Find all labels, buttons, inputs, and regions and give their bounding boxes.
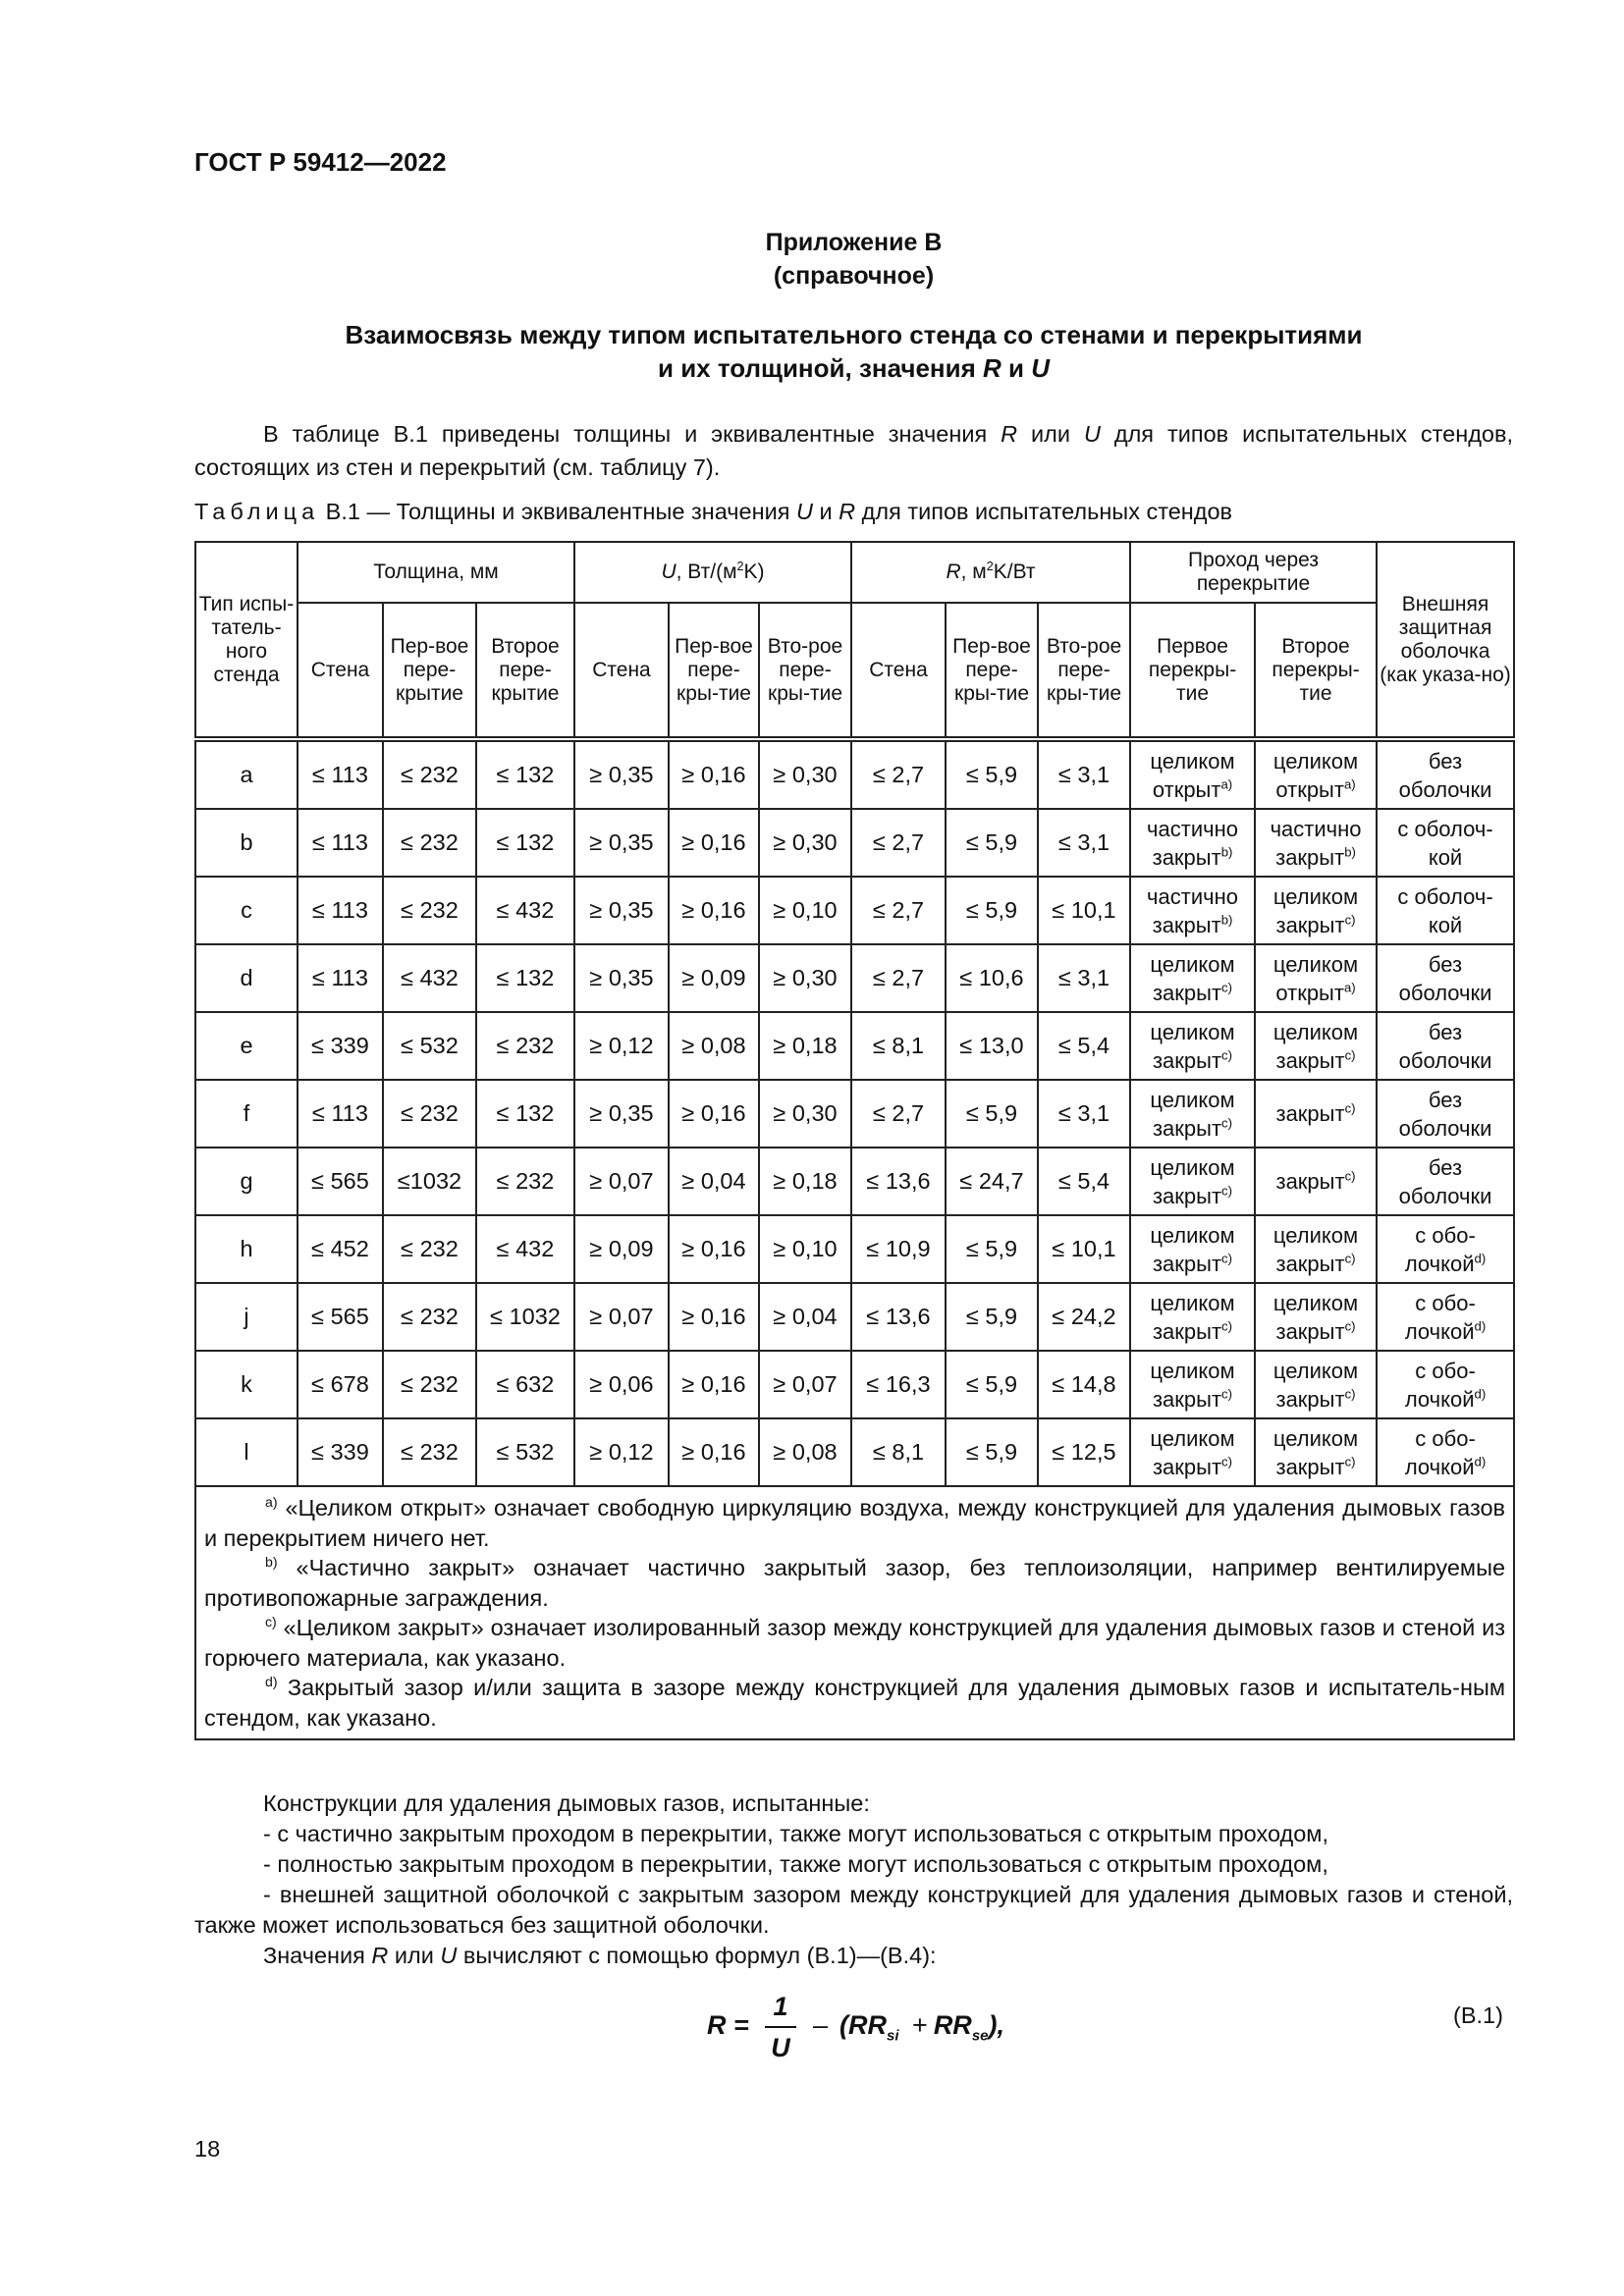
- cell-type: f: [195, 1080, 298, 1148]
- closing-line-1: Конструкции для удаления дымовых газов, испытанные:: [263, 1790, 870, 1816]
- cell-passage-second: целиком открыт$^{a)}$: [1255, 739, 1377, 809]
- table-row: [195, 1012, 1514, 1080]
- page-number: 18: [194, 2136, 221, 2162]
- cell-r-first: ≤ 24,7: [946, 1148, 1038, 1215]
- header-thickness: Толщина, мм: [298, 542, 574, 603]
- table-row: [195, 1351, 1514, 1418]
- cell-thickness-wall: ≤ 565: [298, 1283, 383, 1351]
- footnote: $^{a)}$ «Целиком открыт» означает свободную циркуляцию воздуха, между конструкцией для удаления дымовых газов и перекрытием ничего нет.: [204, 1494, 1506, 1551]
- cell-type: g: [195, 1148, 298, 1215]
- cell-thickness-second: ≤ 432: [476, 877, 574, 944]
- cell-thickness-second: ≤ 232: [476, 1148, 574, 1215]
- cell-u-first: ≥ 0,04: [669, 1148, 759, 1215]
- equation-number: (В.1): [1453, 2002, 1503, 2028]
- cell-passage-first: частично закрыт$^{b)}$: [1130, 809, 1255, 877]
- cell-thickness-first: ≤1032: [383, 1148, 476, 1215]
- intro-paragraph: В таблице В.1 приведены толщины и эквивалентные значения R или U для типов испытательных стендов, состоящих из стен и перекрытий (см. таблицу 7).: [194, 421, 1513, 480]
- cell-u-first: ≥ 0,16: [669, 877, 759, 944]
- cell-thickness-wall: ≤ 339: [298, 1418, 383, 1486]
- cell-outer-shell: без оболочки: [1377, 739, 1514, 809]
- header-test-stand-type: Тип испы-татель-ного стенда: [195, 542, 298, 739]
- cell-u-wall: ≥ 0,35: [574, 1080, 669, 1148]
- cell-u-second: ≥ 0,30: [759, 1080, 851, 1148]
- cell-u-first: ≥ 0,16: [669, 1351, 759, 1418]
- cell-u-wall: ≥ 0,07: [574, 1148, 669, 1215]
- cell-u-wall: ≥ 0,35: [574, 944, 669, 1012]
- cell-thickness-first: ≤ 232: [383, 1215, 476, 1283]
- cell-passage-first: целиком открыт$^{a)}$: [1130, 739, 1255, 809]
- cell-thickness-wall: ≤ 565: [298, 1148, 383, 1215]
- cell-r-first: ≤ 5,9: [946, 739, 1038, 809]
- cell-type: b: [195, 809, 298, 877]
- cell-r-wall: ≤ 2,7: [851, 739, 946, 809]
- footnote: $^{b)}$ «Частично закрыт» означает частично закрытый зазор, без теплоизоляции, например вентилируемые противопожарные заграждения.: [204, 1554, 1506, 1611]
- cell-thickness-second: ≤ 532: [476, 1418, 574, 1486]
- cell-r-second: ≤ 5,4: [1038, 1148, 1130, 1215]
- cell-passage-first: целиком закрыт$^{c)}$: [1130, 1080, 1255, 1148]
- table-footnotes: [195, 1486, 1514, 1739]
- cell-u-wall: ≥ 0,35: [574, 809, 669, 877]
- cell-thickness-second: ≤ 632: [476, 1351, 574, 1418]
- cell-u-second: ≥ 0,10: [759, 1215, 851, 1283]
- cell-thickness-first: ≤ 232: [383, 809, 476, 877]
- header-outer-shell: Внешняя защитная оболочка (как указа-но): [1377, 542, 1514, 739]
- cell-r-wall: ≤ 2,7: [851, 1080, 946, 1148]
- cell-u-first: ≥ 0,09: [669, 944, 759, 1012]
- cell-r-first: ≤ 10,6: [946, 944, 1038, 1012]
- cell-r-second: ≤ 10,1: [1038, 877, 1130, 944]
- table-row: [195, 1283, 1514, 1351]
- cell-r-wall: ≤ 2,7: [851, 877, 946, 944]
- formula-minus: –: [813, 2010, 829, 2040]
- cell-thickness-second: ≤ 232: [476, 1012, 574, 1080]
- cell-u-first: ≥ 0,16: [669, 1080, 759, 1148]
- cell-type: d: [195, 944, 298, 1012]
- cell-passage-second: целиком закрыт$^{c)}$: [1255, 1012, 1377, 1080]
- cell-r-wall: ≤ 13,6: [851, 1283, 946, 1351]
- cell-r-second: ≤ 3,1: [1038, 739, 1130, 809]
- cell-thickness-first: ≤ 532: [383, 1012, 476, 1080]
- cell-thickness-first: ≤ 232: [383, 739, 476, 809]
- table-row: [195, 1418, 1514, 1486]
- table-row: [195, 944, 1514, 1012]
- formula-lhs: R =: [707, 2010, 749, 2040]
- cell-passage-second: закрыт$^{c)}$: [1255, 1148, 1377, 1215]
- cell-outer-shell: с обо- лочкой$^{d)}$: [1377, 1351, 1514, 1418]
- cell-passage-first: частично закрыт$^{b)}$: [1130, 877, 1255, 944]
- cell-u-wall: ≥ 0,35: [574, 739, 669, 809]
- cell-outer-shell: с обо- лочкой$^{d)}$: [1377, 1418, 1514, 1486]
- cell-r-first: ≤ 5,9: [946, 1215, 1038, 1283]
- cell-u-wall: ≥ 0,12: [574, 1012, 669, 1080]
- cell-outer-shell: с оболоч- кой: [1377, 809, 1514, 877]
- cell-u-wall: ≥ 0,06: [574, 1351, 669, 1418]
- cell-type: c: [195, 877, 298, 944]
- header-thickness-second-floor: Второе пере-крытие: [476, 603, 574, 739]
- cell-r-wall: ≤ 8,1: [851, 1012, 946, 1080]
- cell-passage-second: частично закрыт$^{b)}$: [1255, 809, 1377, 877]
- table-row: [195, 809, 1514, 877]
- cell-thickness-wall: ≤ 113: [298, 877, 383, 944]
- header-r-first-floor: Пер-вое пере-кры-тие: [946, 603, 1038, 739]
- footnote: $^{d)}$ Закрытый зазор и/или защита в зазоре между конструкцией для удаления дымовых газов и испытатель-ным стендом, как указано.: [204, 1674, 1506, 1731]
- appendix-title: Приложение В: [765, 229, 943, 256]
- cell-passage-second: целиком закрыт$^{c)}$: [1255, 1215, 1377, 1283]
- formula-numerator: 1: [773, 1992, 788, 2021]
- cell-thickness-second: ≤ 432: [476, 1215, 574, 1283]
- cell-u-second: ≥ 0,18: [759, 1012, 851, 1080]
- cell-u-second: ≥ 0,30: [759, 944, 851, 1012]
- cell-thickness-second: ≤ 132: [476, 809, 574, 877]
- cell-outer-shell: без оболочки: [1377, 1148, 1514, 1215]
- cell-r-second: ≤ 24,2: [1038, 1283, 1130, 1351]
- closing-line-2: - с частично закрытым проходом в перекрытии, также могут использоваться с открытым проходом,: [263, 1821, 1328, 1846]
- footnote: $^{c)}$ «Целиком закрыт» означает изолированный зазор между конструкцией для удаления дымовых газов и стеной из горючего материала, как указано.: [204, 1614, 1506, 1671]
- header-passage-first-floor: Первое перекры-тие: [1130, 603, 1255, 739]
- closing-line-4: - внешней защитной оболочкой с закрытым зазором между конструкцией для удаления дымовых газов и стеной, также может использоваться без защитной оболочки.: [194, 1882, 1513, 1938]
- closing-line-5: Значения R или U вычисляют с помощью формул (В.1)—(В.4):: [263, 1943, 937, 1968]
- cell-thickness-wall: ≤ 113: [298, 739, 383, 809]
- cell-r-first: ≤ 13,0: [946, 1012, 1038, 1080]
- closing-line-3: - полностью закрытым проходом в перекрытии, также могут использоваться с открытым проходом,: [263, 1851, 1328, 1877]
- cell-u-first: ≥ 0,16: [669, 809, 759, 877]
- cell-thickness-wall: ≤ 113: [298, 1080, 383, 1148]
- cell-outer-shell: без оболочки: [1377, 944, 1514, 1012]
- cell-r-wall: ≤ 13,6: [851, 1148, 946, 1215]
- document-id: ГОСТ Р 59412—2022: [194, 147, 447, 177]
- cell-u-second: ≥ 0,07: [759, 1351, 851, 1418]
- header-u-wall: Стена: [574, 603, 669, 739]
- cell-r-wall: ≤ 10,9: [851, 1215, 946, 1283]
- cell-u-first: ≥ 0,16: [669, 1418, 759, 1486]
- table-body: [195, 739, 1514, 1486]
- cell-type: k: [195, 1351, 298, 1418]
- formula-denominator: U: [771, 2033, 790, 2062]
- cell-r-second: ≤ 5,4: [1038, 1012, 1130, 1080]
- table-row: [195, 1080, 1514, 1148]
- cell-thickness-wall: ≤ 113: [298, 809, 383, 877]
- cell-passage-first: целиком закрыт$^{c)}$: [1130, 1351, 1255, 1418]
- cell-r-second: ≤ 3,1: [1038, 809, 1130, 877]
- cell-r-second: ≤ 3,1: [1038, 1080, 1130, 1148]
- cell-thickness-wall: ≤ 452: [298, 1215, 383, 1283]
- header-floor-passage: Проход через перекрытие: [1130, 542, 1377, 603]
- cell-passage-second: закрыт$^{c)}$: [1255, 1080, 1377, 1148]
- cell-thickness-first: ≤ 232: [383, 877, 476, 944]
- cell-u-second: ≥ 0,08: [759, 1418, 851, 1486]
- cell-u-first: ≥ 0,16: [669, 739, 759, 809]
- table-row: [195, 739, 1514, 809]
- cell-passage-second: целиком открыт$^{a)}$: [1255, 944, 1377, 1012]
- cell-r-first: ≤ 5,9: [946, 1418, 1038, 1486]
- cell-u-first: ≥ 0,16: [669, 1283, 759, 1351]
- cell-type: a: [195, 739, 298, 809]
- cell-r-wall: ≤ 2,7: [851, 809, 946, 877]
- cell-u-second: ≥ 0,04: [759, 1283, 851, 1351]
- table-row: [195, 1215, 1514, 1283]
- closing-text: [194, 1789, 1513, 1971]
- cell-u-second: ≥ 0,30: [759, 739, 851, 809]
- cell-thickness-first: ≤ 232: [383, 1080, 476, 1148]
- header-thickness-first-floor: Пер-вое пере-крытие: [383, 603, 476, 739]
- cell-passage-first: целиком закрыт$^{c)}$: [1130, 1148, 1255, 1215]
- table-row: [195, 877, 1514, 944]
- formula-fraction: [761, 1989, 800, 2065]
- cell-thickness-wall: ≤ 113: [298, 944, 383, 1012]
- header-u-first-floor: Пер-вое пере-кры-тие: [669, 603, 759, 739]
- cell-u-wall: ≥ 0,35: [574, 877, 669, 944]
- cell-u-wall: ≥ 0,09: [574, 1215, 669, 1283]
- fraction-bar: [765, 2026, 796, 2028]
- cell-thickness-first: ≤ 232: [383, 1283, 476, 1351]
- thickness-table: [194, 541, 1515, 1740]
- cell-r-second: ≤ 3,1: [1038, 944, 1130, 1012]
- cell-passage-first: целиком закрыт$^{c)}$: [1130, 1283, 1255, 1351]
- cell-outer-shell: без оболочки: [1377, 1080, 1514, 1148]
- header-u-second-floor: Вто-рое пере-кры-тие: [759, 603, 851, 739]
- cell-r-second: ≤ 10,1: [1038, 1215, 1130, 1283]
- cell-type: h: [195, 1215, 298, 1283]
- cell-passage-first: целиком закрыт$^{c)}$: [1130, 1012, 1255, 1080]
- cell-passage-second: целиком закрыт$^{c)}$: [1255, 1418, 1377, 1486]
- cell-u-first: ≥ 0,08: [669, 1012, 759, 1080]
- header-u-value: U, $Вт/(м^2K)$: [574, 542, 851, 603]
- cell-r-wall: ≤ 16,3: [851, 1351, 946, 1418]
- cell-outer-shell: с оболоч- кой: [1377, 877, 1514, 944]
- cell-type: e: [195, 1012, 298, 1080]
- header-r-second-floor: Вто-рое пере-кры-тие: [1038, 603, 1130, 739]
- cell-u-second: ≥ 0,18: [759, 1148, 851, 1215]
- cell-thickness-wall: ≤ 339: [298, 1012, 383, 1080]
- cell-r-first: ≤ 5,9: [946, 1283, 1038, 1351]
- cell-passage-second: целиком закрыт$^{c)}$: [1255, 1283, 1377, 1351]
- formula-b1: [707, 1989, 1060, 2077]
- cell-r-first: ≤ 5,9: [946, 1351, 1038, 1418]
- table-row: [195, 1148, 1514, 1215]
- cell-u-second: ≥ 0,10: [759, 877, 851, 944]
- cell-thickness-second: ≤ 132: [476, 944, 574, 1012]
- appendix-subtitle: (справочное): [773, 262, 935, 290]
- cell-thickness-first: ≤ 232: [383, 1418, 476, 1486]
- cell-r-second: ≤ 12,5: [1038, 1418, 1130, 1486]
- appendix-heading-line1: Взаимосвязь между типом испытательного стенда со стенами и перекрытиями: [345, 320, 1363, 349]
- cell-type: j: [195, 1283, 298, 1351]
- cell-thickness-second: ≤ 132: [476, 739, 574, 809]
- formula-rhs: $(RR_{si} + RR_{se})$,: [839, 2010, 1004, 2045]
- cell-outer-shell: без оболочки: [1377, 1012, 1514, 1080]
- cell-u-first: ≥ 0,16: [669, 1215, 759, 1283]
- cell-thickness-second: ≤ 132: [476, 1080, 574, 1148]
- cell-thickness-first: ≤ 432: [383, 944, 476, 1012]
- cell-passage-second: целиком закрыт$^{c)}$: [1255, 1351, 1377, 1418]
- header-thickness-wall: Стена: [298, 603, 383, 739]
- cell-r-first: ≤ 5,9: [946, 1080, 1038, 1148]
- cell-passage-first: целиком закрыт$^{c)}$: [1130, 944, 1255, 1012]
- header-r-wall: Стена: [851, 603, 946, 739]
- header-r-value: R, $м^2K/Вт$: [851, 542, 1130, 603]
- cell-r-second: ≤ 14,8: [1038, 1351, 1130, 1418]
- cell-r-first: ≤ 5,9: [946, 877, 1038, 944]
- cell-thickness-first: ≤ 232: [383, 1351, 476, 1418]
- cell-outer-shell: с обо- лочкой$^{d)}$: [1377, 1215, 1514, 1283]
- cell-type: l: [195, 1418, 298, 1486]
- cell-r-wall: ≤ 8,1: [851, 1418, 946, 1486]
- cell-r-wall: ≤ 2,7: [851, 944, 946, 1012]
- cell-passage-first: целиком закрыт$^{c)}$: [1130, 1418, 1255, 1486]
- cell-passage-first: целиком закрыт$^{c)}$: [1130, 1215, 1255, 1283]
- cell-thickness-second: ≤ 1032: [476, 1283, 574, 1351]
- cell-thickness-wall: ≤ 678: [298, 1351, 383, 1418]
- cell-outer-shell: с обо- лочкой$^{d)}$: [1377, 1283, 1514, 1351]
- cell-r-first: ≤ 5,9: [946, 809, 1038, 877]
- cell-u-wall: ≥ 0,12: [574, 1418, 669, 1486]
- cell-u-wall: ≥ 0,07: [574, 1283, 669, 1351]
- cell-u-second: ≥ 0,30: [759, 809, 851, 877]
- appendix-heading-line2: и их толщиной, значения R и U: [657, 353, 1051, 383]
- table-caption: Таблица В.1 — Толщины и эквивалентные значения U и R для типов испытательных стендов: [194, 499, 1233, 524]
- cell-passage-second: целиком закрыт$^{c)}$: [1255, 877, 1377, 944]
- header-passage-second-floor: Второе перекры-тие: [1255, 603, 1377, 739]
